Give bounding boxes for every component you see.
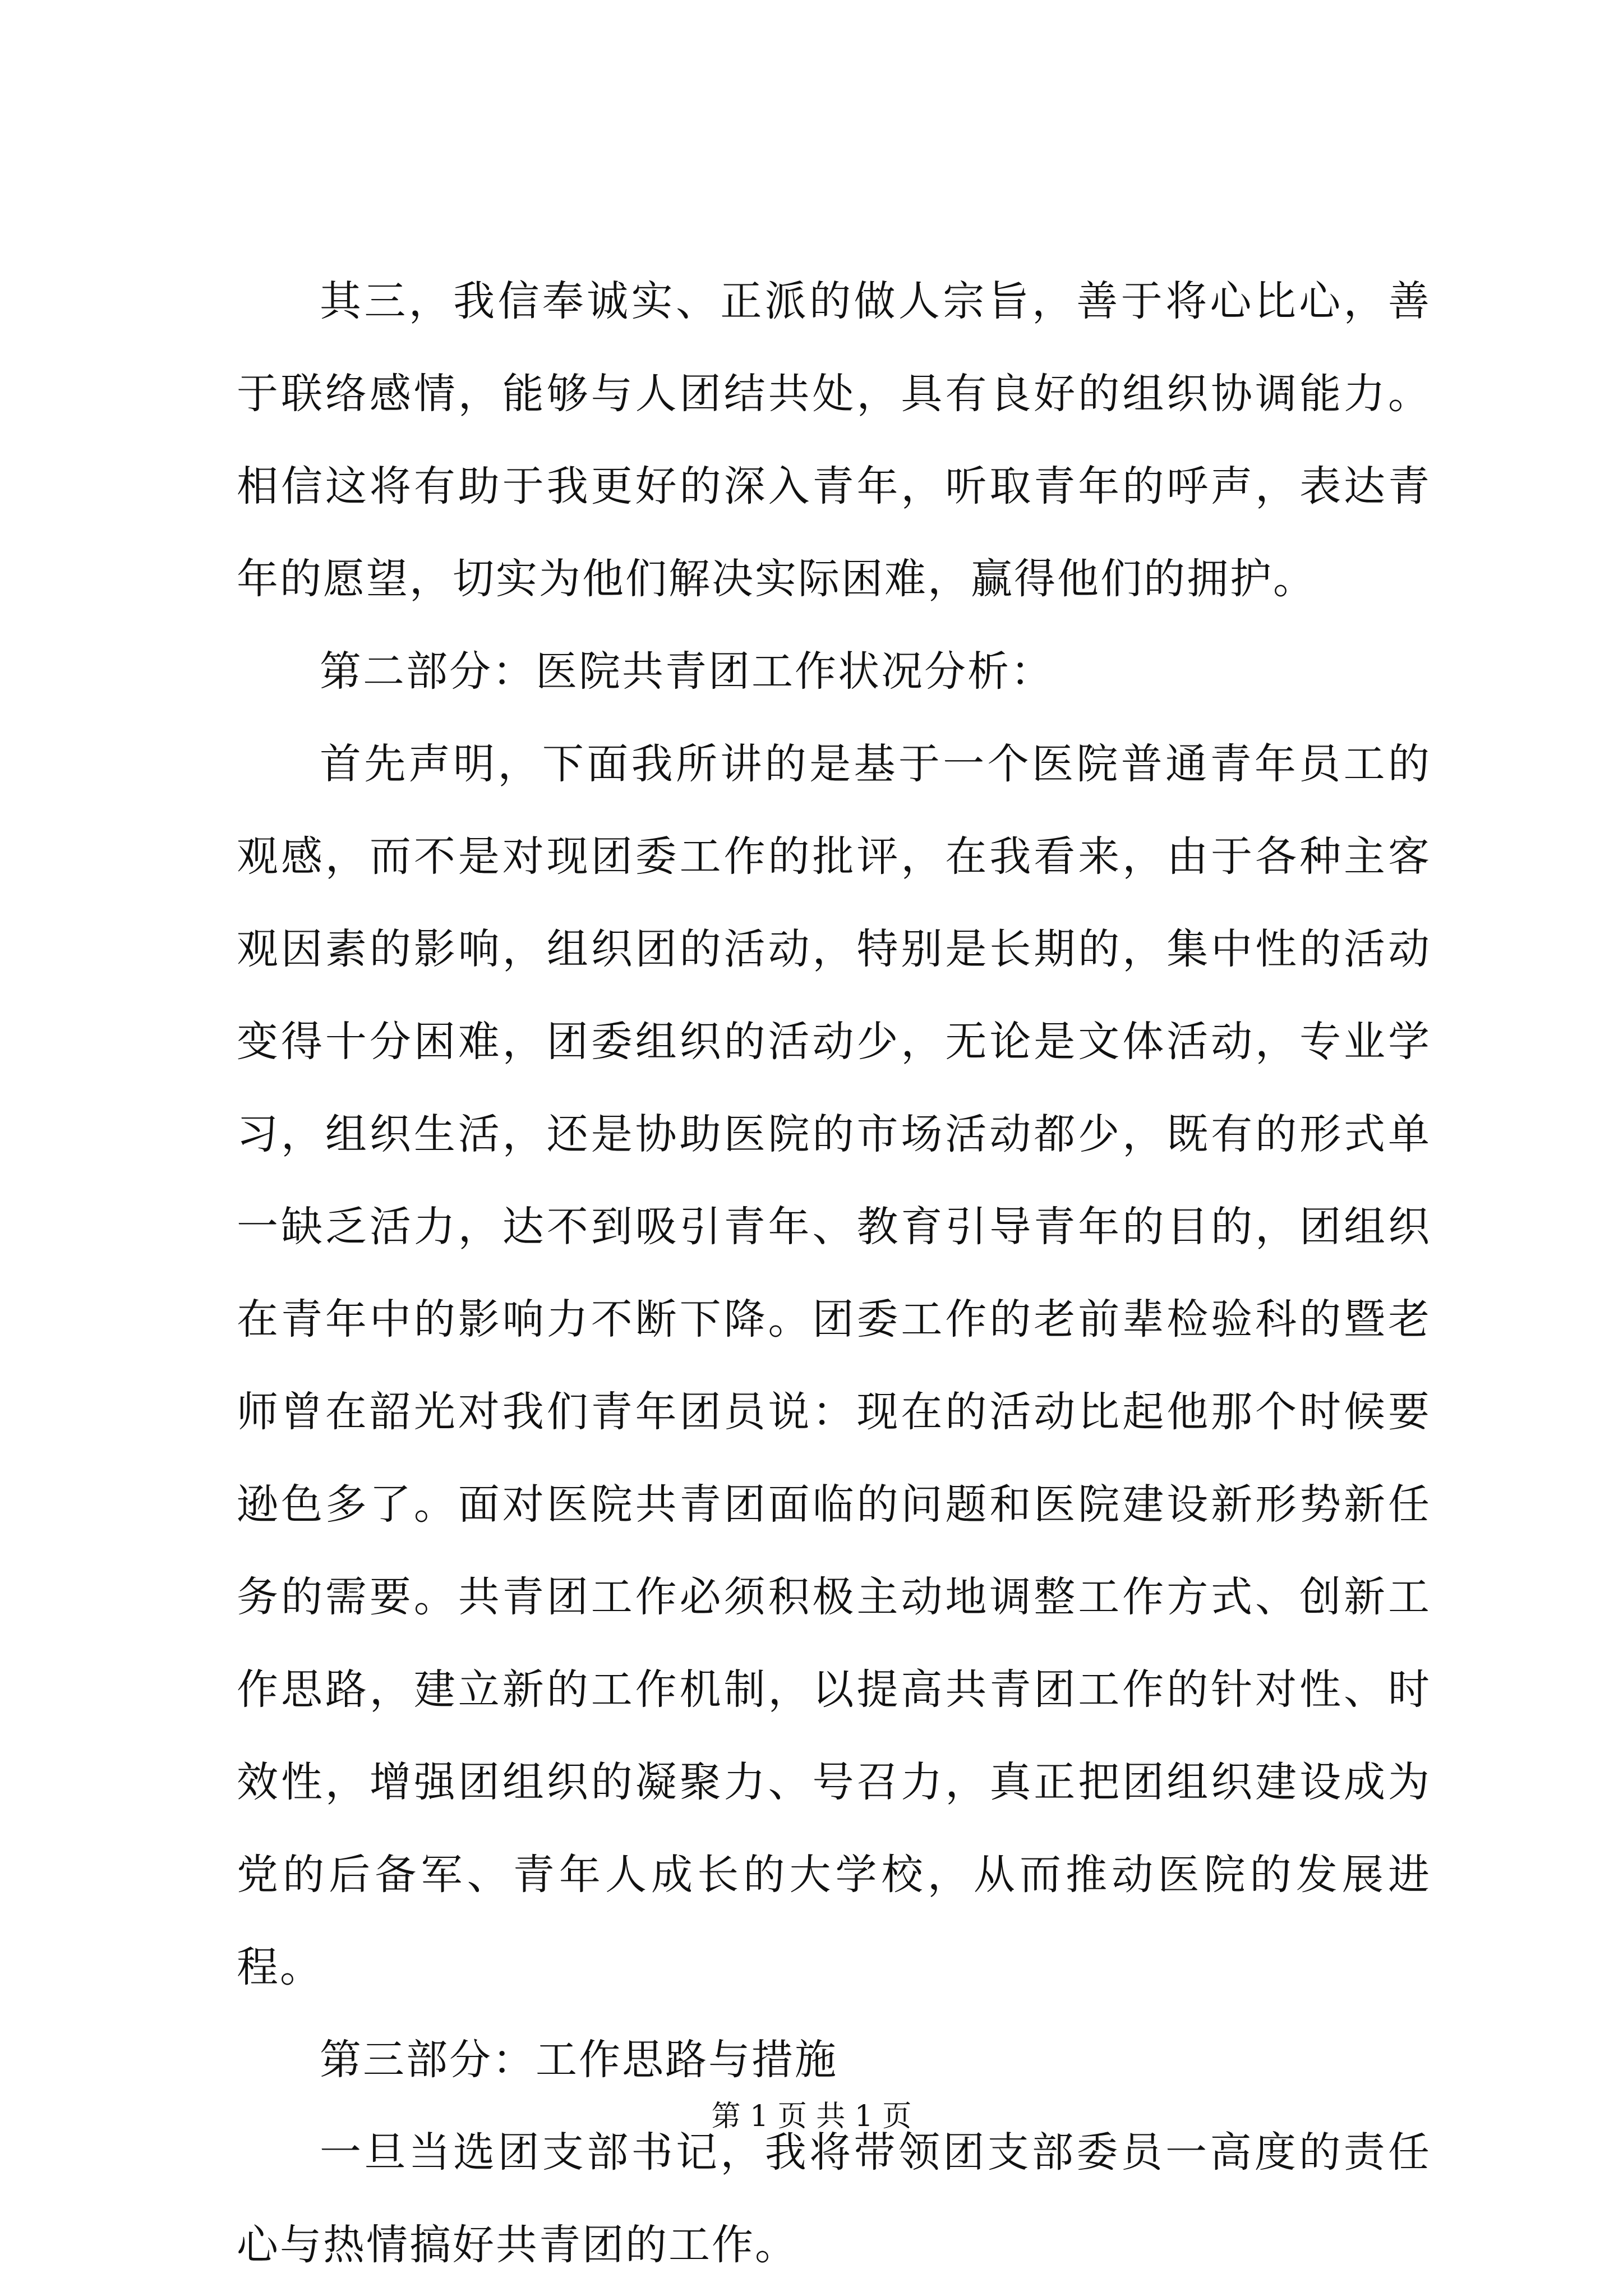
section-heading: 第三部分：工作思路与措施: [320, 2036, 838, 2084]
paragraph: 一旦当选团支部书记，我将带领团支部委员一高度的责任心与热情搞好共青团的工作。: [237, 2128, 1431, 2269]
document-body: [237, 255, 1431, 2292]
paragraph: 其三，我信奉诚实、正派的做人宗旨，善于将心比心，善于联络感情，能够与人团结共处，具有良好的组织协调能力。相信这将有助于我更好的深入青年，听取青年的呼声，表达青年的愿望，切实为他们解决实际困难，赢得他们的拥护。: [237, 277, 1431, 603]
page-footer: 第 1 页 共 1 页: [711, 2100, 912, 2133]
section-heading: 第二部分：医院共青团工作状况分析：: [320, 647, 1054, 696]
paragraph: 首先声明，下面我所讲的是基于一个医院普通青年员工的观感，而不是对现团委工作的批评，在我看来，由于各种主客观因素的影响，组织团的活动，特别是长期的，集中性的活动变得十分困难，团委组织的活动少，无论是文体活动，专业学习，组织生活，还是协助医院的市场活动都少，既有的形式单一缺乏活力，达不到吸引青年、教育引导青年的目的，团组织在青年中的影响力不断下降。团委工作的老前辈检验科的暨老师曾在韶光对我们青年团员说：现在的活动比起他那个时候要逊色多了。面对医院共青团面临的问题和医院建设新形势新任务的需要。共青团工作必须积极主动地调整工作方式、创新工作思路，建立新的工作机制，以提高共青团工作的针对性、时效性，增强团组织的凝聚力、号召力，真正把团组织建设成为党的后备军、青年人成长的大学校，从而推动医院的发展进程。: [237, 740, 1431, 1991]
